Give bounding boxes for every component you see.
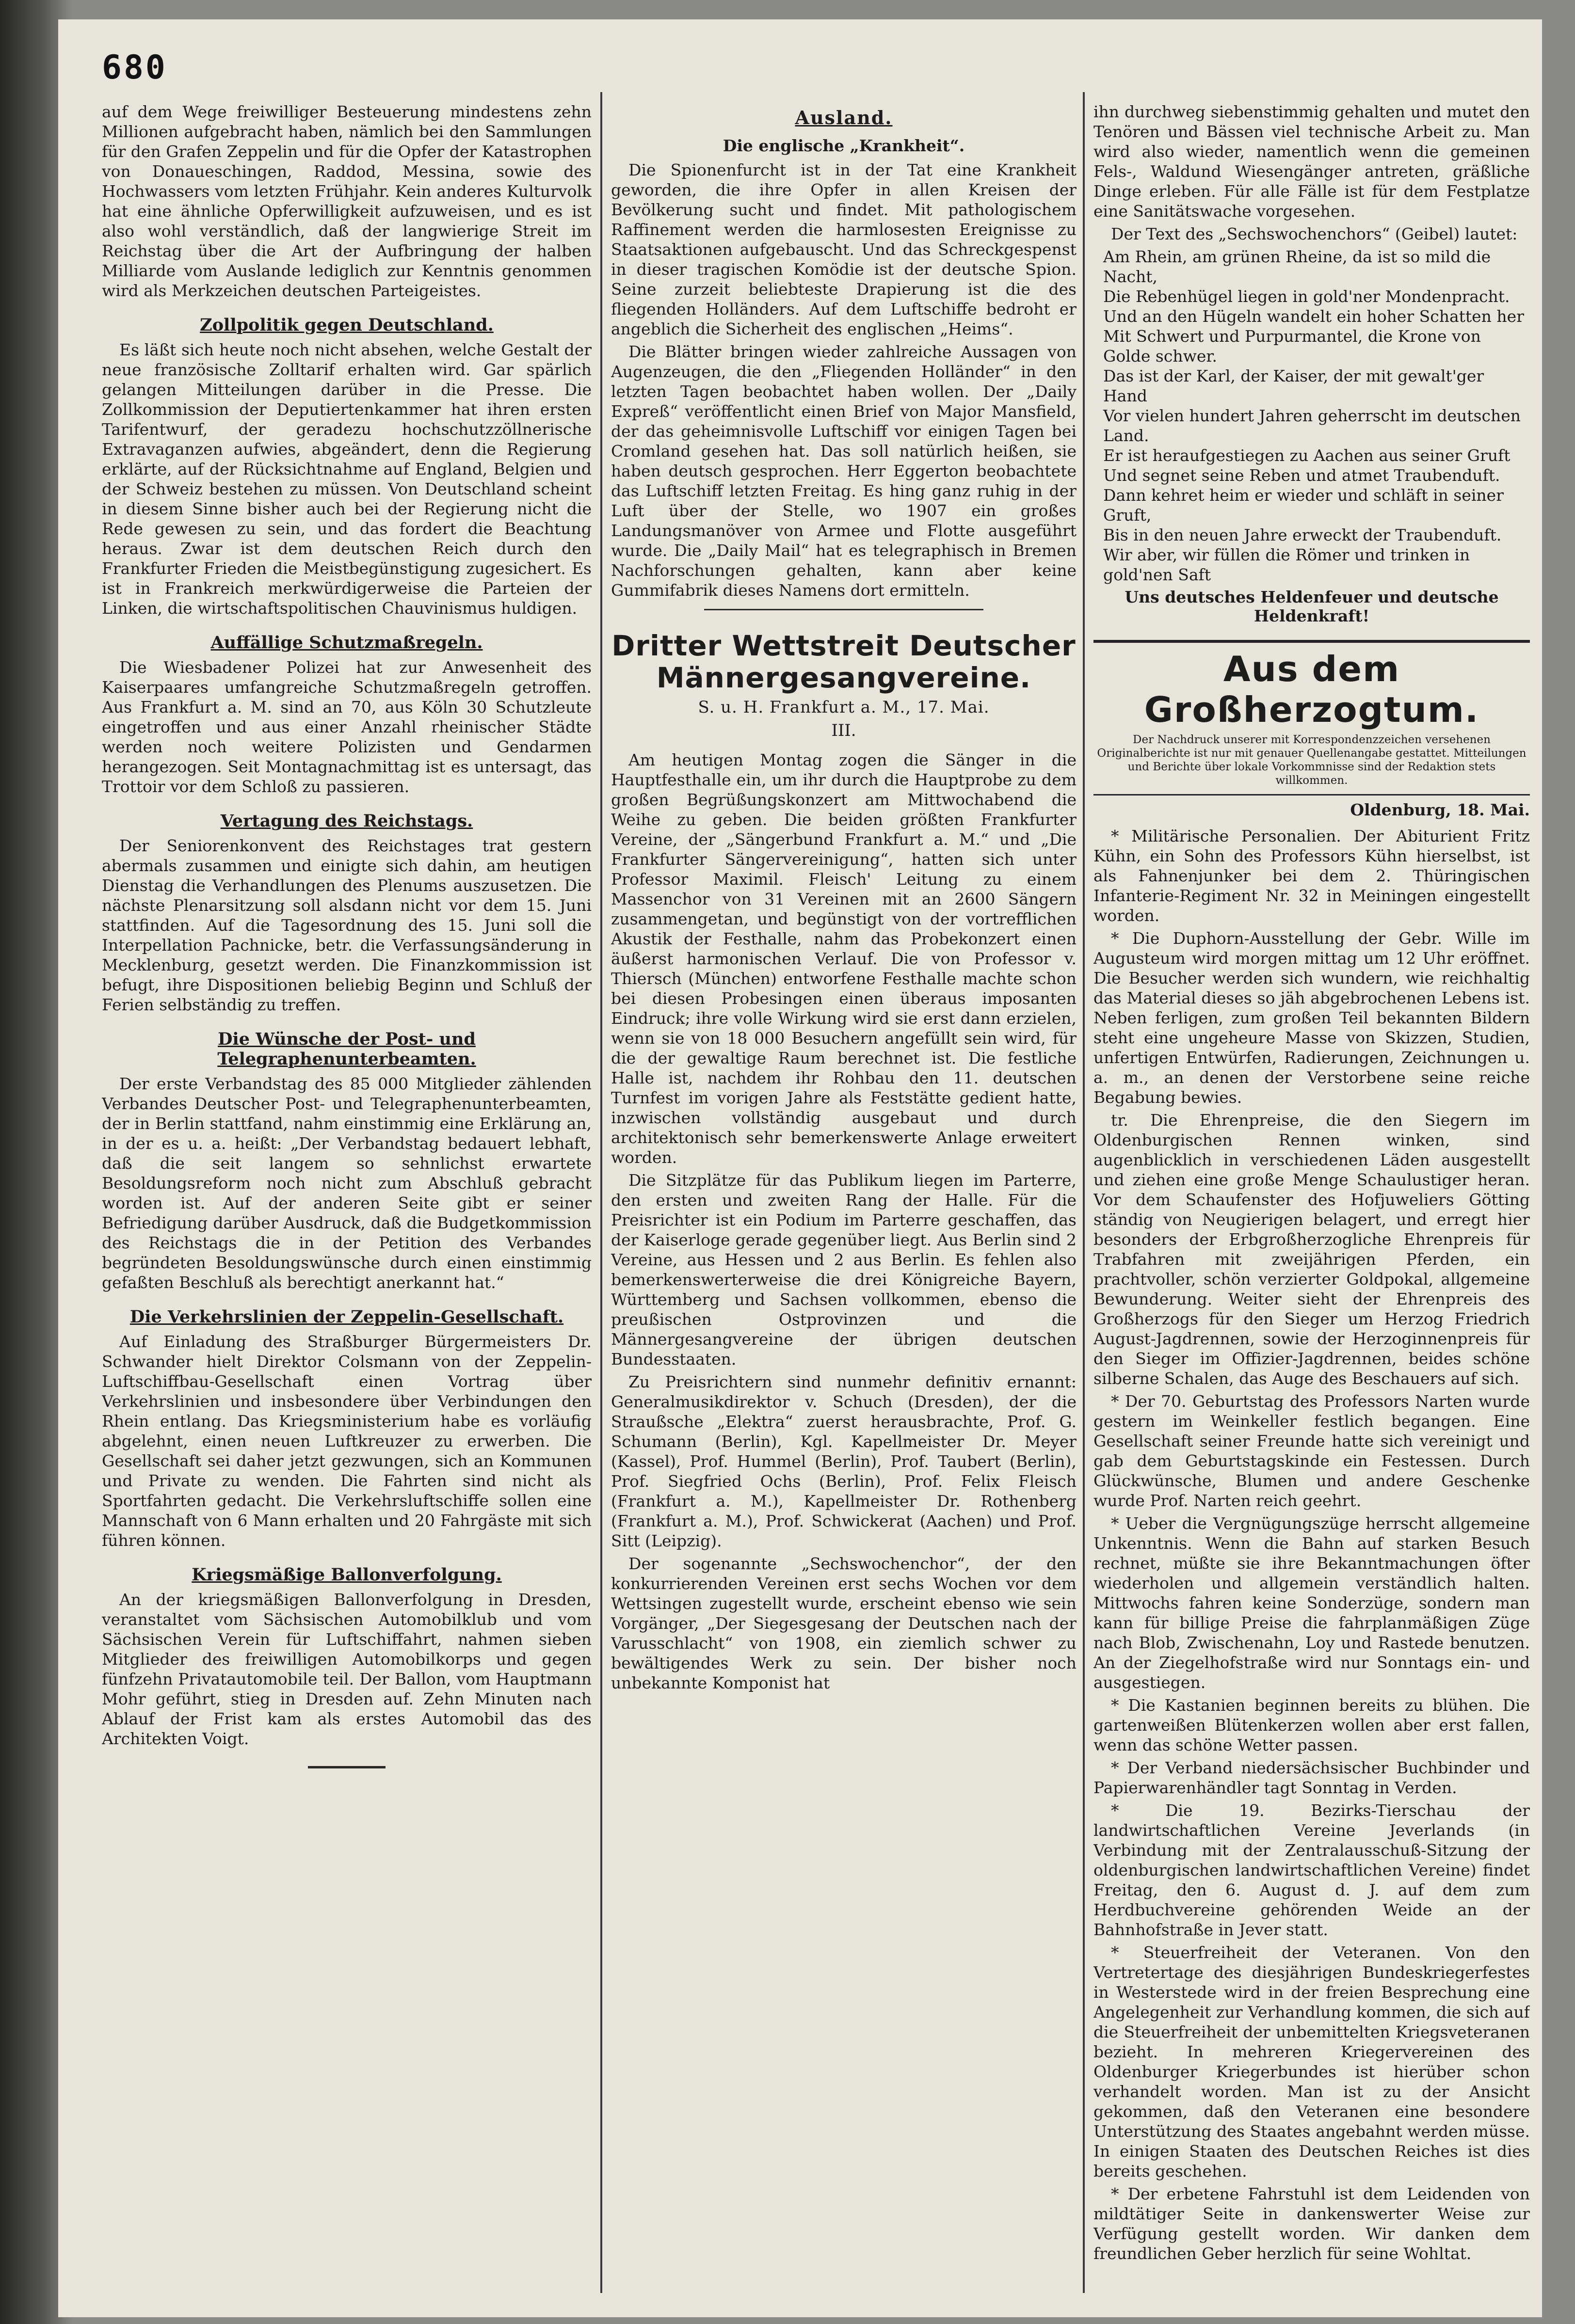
- article-divider: [704, 609, 983, 610]
- news-item-tierschau: * Die 19. Bezirks-Tierschau der landwirtschaftlichen Vereine Jeverlands (in Verbindung mit der Zentralausschuß-Sitzung der oldenburgischen landwirtschaftlichen Vereine) findet Freitag, den 6. August d. J. auf dem zum Herdbuchvereine gehörenden Weide an der Bahnhofstraße in Jever statt.: [1093, 1801, 1530, 1939]
- section-title-grossherzogtum: Aus dem Großherzogtum.: [1144, 649, 1479, 730]
- poem-line: Vor vielen hundert Jahren geherrscht im deutschen Land.: [1103, 406, 1521, 445]
- poem-line: Er ist heraufgestiegen zu Aachen aus seiner Gruft: [1103, 446, 1511, 465]
- poem-line: Mit Schwert und Purpurmantel, die Krone von Golde schwer.: [1103, 327, 1481, 366]
- poem-line: Das ist der Karl, der Kaiser, der mit gewalt'ger Hand: [1103, 366, 1484, 405]
- article-title-wettstreit: Dritter Wettstreit Deutscher Männergesangvereine.: [611, 629, 1076, 694]
- news-item-ehrenpreise: tr. Die Ehrenpreise, die den Siegern im Oldenburgischen Rennen winken, sind augenblicklich in verschiedenen Läden ausgestellt und ziehen eine große Menge Schaulustiger heran. Vor dem Schaufenster des Hofjuweliers Götting ständig von Neugierigen belagert, und erregt hier besonders der Erbgroßherzogliche Ehrenpreis für Trabfahren mit zweijährigen Pferden, ein prachtvoller, schön verzierter Goldpokal, allgemeine Bewunderung. Weiter sieht der Ehrenpreis des Großherzogs für den Sieger um Herzog Friedrich August-Jagdrennen, sowie der Herzoginnenpreis für den Sieger im Offizier-Jagdrennen, beides schöne silberne Schalen, das Auge des Beschauers auf sich.: [1093, 1111, 1530, 1388]
- wettstreit-part-number: III.: [831, 721, 856, 740]
- article-title-wuensche: Die Wünsche der Post- und Telegraphenunterbeamten.: [217, 1029, 476, 1069]
- poem-line: Wir aber, wir füllen die Römer und trinken in gold'nen Saft: [1103, 545, 1470, 584]
- news-item-vergnuegungszuege: * Ueber die Vergnügungszüge herrscht allgemeine Unkenntnis. Wenn die Bahn auf starken Besuch rechnet, müßte sie ihre Bekanntmachungen öfter wiederholen und allgemein verständlich halten. Mittwochs fahren keine Sonderzüge, sondern man kann für billige Preise die fahrplanmäßigen Züge nach Blob, Zwischenahn, Loy und Rastede benutzen. An der Ziegelhofstraße wird nur Sonntags ein- und ausgestiegen.: [1093, 1514, 1530, 1692]
- article-text-sechswochenchor: Der sogenannte „Sechswochenchor“, der den konkurrierenden Vereinen erst sechs Wochen vor dem Wettsingen zugestellt wurde, erscheint ebenso wie sein Vorgänger, „Der Siegesgesang der Deutschen nach der Varusschlacht“ von 1908, ein ziemlich schwer zu bewältigendes Werk zu sein. Der bisher noch unbekannte Komponist hat: [611, 1554, 1077, 1692]
- page-number: 680: [102, 48, 167, 87]
- article-title-verkehrslinien: Die Verkehrslinien der Zeppelin-Gesellschaft.: [129, 1307, 564, 1327]
- poem-intro: Der Text des „Sechswochenchors“ (Geibel) lautet:: [1111, 224, 1518, 243]
- poem-line: Bis in den neuen Jahre erweckt der Traubenduft.: [1103, 525, 1502, 544]
- poem-line: Und an den Hügeln wandelt ein hoher Schatten her: [1103, 307, 1524, 326]
- continuation-paragraph: ihn durchweg siebenstimmig gehalten und mutet den Tenören und Bässen viel technische Arbeit zu. Man wird also wieder, namentlich wenn die gemeinen Fels-, Waldund Wiesengänger antreten, gräßliche Dinge erleben. Für alle Fälle ist für dem Festplatze eine Sanitätswache vorgesehen.: [1093, 102, 1530, 221]
- article-text-zollpolitik: Es läßt sich heute noch nicht absehen, welche Gestalt der neue französische Zolltarif erhalten wird. Gar spärlich gelangen Mitteilungen darüber in die Presse. Die Zollkommission der Deputiertenkammer hat ihren ersten Tarifentwurf, der geradezu hochschutzzöllnerische Extravaganzen aufwies, abgeändert, denn die Regierung erklärte, auf der Rücksichtnahme auf England, Belgien und der Schweiz bestehen zu müssen. Von Deutschland scheint in diesem Sinne bisher auch bei der Regierung nicht die Rede gewesen zu sein, und das fordert die Beachtung heraus. Zwar ist dem deutschen Reich durch den Frankfurter Frieden die Meistbegünstigung zugesichert. Es ist in Frankreich merkwürdigerweise die Parteien der Linken, die wirtschaftspolitischen Chauvinismus huldigen.: [102, 340, 592, 618]
- article-text-wettstreit-2: Die Sitzplätze für das Publikum liegen im Parterre, den ersten und zweiten Rang der Halle. Für die Preisrichter ist ein Podium im Parterre geschaffen, das der Kaiserloge gerade gegenüber liegt. Aus Berlin sind 2 Vereine, aus Hessen und 2 aus Berlin. Es fehlen also bemerkenswerterweise die drei Königreiche Bayern, Württemberg und Sachsen vollkommen, ebenso die preußischen Ostprovinzen und die Männergesangvereine der übrigen deutschen Bundesstaaten.: [611, 1171, 1077, 1369]
- intro-paragraph: auf dem Wege freiwilliger Besteuerung mindestens zehn Millionen aufgebracht haben, nämlich bei den Sammlungen für den Grafen Zeppelin und für die Opfer der Katastrophen von Donaueschingen, Raddod, Messina, sowie des Hochwassers vom letzten Frühjahr. Kein anderes Kulturvolk hat eine ähnliche Opferwilligkeit aufzuweisen, und es ist also wohl verständlich, daß der langwierige Streit im Reichstag über die Art der Aufbringung der halben Milliarde vom Auslande lediglich zur Kenntnis genommen wird als Merkzeichen deutschen Parteigeistes.: [102, 102, 592, 300]
- news-item-veteranen: * Steuerfreiheit der Veteranen. Von den Vertretertage des diesjährigen Bundeskriegerfestes in Westerstede wird in der freien Besprechung eine Angelegenheit zur Verhandlung kommen, die sich auf die Steuerfreiheit der unbemittelten Kriegsveteranen bezieht. In mehreren Kriegervereinen des Oldenburger Kriegerbundes ist hierüber schon verhandelt worden. Man ist zu der Ansicht gekommen, daß den Veteranen eine besondere Unterstützung des Staates angebahnt werden müsse. In einigen Staaten des Deutschen Reiches ist dies bereits geschehen.: [1093, 1943, 1530, 2181]
- poem: [1093, 247, 1530, 585]
- news-item-duphorn: * Die Duphorn-Ausstellung der Gebr. Wille im Augusteum wird morgen mittag um 12 Uhr eröffnet. Die Besucher werden sich wundern, wie reichhaltig das Material dieses so jäh abgebrochenen Lebens ist. Neben ferligen, zum großen Teil bekannten Bildern steht eine ungeheure Masse von Skizzen, Studien, unfertigen Entwürfen, Radierungen, Zeichnungen u. a. m., an denen der Verstorbene seine reiche Begabung bewies.: [1093, 929, 1530, 1107]
- column-rule-right: [1083, 92, 1085, 2293]
- article-text-vertagung: Der Seniorenkonvent des Reichstages trat gestern abermals zusammen und einigte sich dahin, am heutigen Dienstag die Verhandlungen des Plenums auszusetzen. Die nächste Plenarsitzung soll alsdann nicht vor dem 15. Juni stattfinden. Auf die Tagesordnung des 15. Juni soll die Interpellation Pachnicke, betr. die Verfassungsänderung in Mecklenburg, gesetzt werden. Die Finanzkommission ist befugt, ihre Dispositionen beliebig Beginn und Schluß der Ferien selbständig zu treffen.: [102, 836, 592, 1014]
- article-text-krankheit-2: Die Blätter bringen wieder zahlreiche Aussagen von Augenzeugen, die den „Fliegenden Holländer“ in den letzten Tagen beobachtet haben wollen. Der „Daily Expreß“ veröffentlicht einen Brief von Major Mansfield, der das geheimnisvolle Luftschiff vor einigen Tagen bei Cromland gesehen hat. Das soll natürlich heißen, sie haben deutsch gesprochen. Herr Eggerton beobachtete das Luftschiff letzten Freitag. Es hing ganz ruhig in der Luft über der Stelle, wo 1907 ein großes Landungsmanöver von Armee und Flotte ausgeführt wurde. Die „Daily Mail“ hat es telegraphisch in Bremen Nachforschungen gehalten, kann aber keine Gummifabrik dieses Namens dort ermitteln.: [611, 342, 1077, 600]
- article-text-krankheit: Die Spionenfurcht ist in der Tat eine Krankheit geworden, die ihre Opfer in allen Kreisen der Bevölkerung sucht und findet. Mit pathologischem Raffinement werden die harmlosesten Ereignisse zu Staatsaktionen aufgebauscht. Und das Schreckgespenst in dieser tragischen Komödie ist der deutsche Spion. Seine zurzeit beliebteste Drapierung ist die des fliegenden Holländers. Auf dem Luftschiffe bedroht er angeblich die Sicherheit des englischen „Heims“.: [611, 160, 1077, 338]
- column-rule-left: [600, 92, 602, 2293]
- poem-last-line: Uns deutsches Heldenfeuer und deutsche Heldenkraft!: [1125, 588, 1499, 625]
- section-header-grossherzogtum: [1093, 640, 1530, 796]
- article-title-krankheit: Die englische „Krankheit“.: [723, 136, 965, 155]
- poem-line: Dann kehret heim er wieder und schläft in seiner Gruft,: [1103, 486, 1504, 525]
- wettstreit-dateline: S. u. H. Frankfurt a. M., 17. Mai.: [698, 698, 990, 717]
- news-item-fahrstuhl: * Der erbetene Fahrstuhl ist dem Leidenden von mildtätiger Seite in dankenswerter Weise zur Verfügung gestellt worden. Wir danken dem freundlichen Geber herzlich für seine Wohltat.: [1093, 2184, 1530, 2263]
- article-text-schutzmassregeln: Die Wiesbadener Polizei hat zur Anwesenheit des Kaiserpaares umfangreiche Schutzmaßregeln getroffen. Aus Frankfurt a. M. sind an 70, aus Köln 30 Schutzleute eingetroffen und aus einer Anzahl rheinischer Städte werden noch weitere Polizisten und Gendarmen herangezogen. Seit Montagnachmittag ist es untersagt, das Trottoir vor dem Schloß zu passieren.: [102, 658, 592, 796]
- news-item-buchbinder: * Der Verband niedersächsischer Buchbinder und Papierwarenhändler tagt Sonntag in Verden.: [1093, 1758, 1530, 1797]
- end-divider: [308, 1766, 386, 1768]
- reprint-notice: Der Nachdruck unserer mit Korrespondenzzeichen versehenen Originalberichte ist nur mit genauer Quellenangabe gestattet. Mitteilungen und Berichte über lokale Vorkommnisse sind der Redaktion stets willkommen.: [1097, 733, 1527, 787]
- poem-line: Die Rebenhügel liegen in gold'ner Mondenpracht.: [1103, 287, 1510, 306]
- article-text-verkehrslinien: Auf Einladung des Straßburger Bürgermeisters Dr. Schwander hielt Direktor Colsmann von der Zeppelin-Luftschiffbau-Gesellschaft einen Vortrag über Verkehrslinien und insbesondere über Verbindungen den Rhein entlang. Das Kriegsministerium habe es vorläufig abgelehnt, einen neuen Luftkreuzer zu erwerben. Die Gesellschaft sei daher jetzt gezwungen, sich an Kommunen und Private zu wenden. Die Fahrten sind nicht als Sportfahrten gedacht. Die Verkehrsluftschiffe sollen eine Mannschaft von 6 Mann erhalten und 20 Fahrgäste mit sich führen können.: [102, 1332, 592, 1550]
- left-column: [102, 102, 592, 2293]
- poem-line: Am Rhein, am grünen Rheine, da ist so mild die Nacht,: [1103, 247, 1491, 286]
- section-title-ausland: Ausland.: [795, 107, 893, 128]
- poem-line: Und segnet seine Reben und atmet Traubenduft.: [1103, 466, 1500, 485]
- news-item-kastanien: * Die Kastanien beginnen bereits zu blühen. Die gartenweißen Blütenkerzen wollen aber erst fallen, wenn das schöne Wetter passen.: [1093, 1696, 1530, 1754]
- right-column: [1093, 102, 1530, 2293]
- news-item-narten: * Der 70. Geburtstag des Professors Narten wurde gestern im Weinkeller festlich begangen. Eine Gesellschaft seiner Freunde hatte sich vereinigt und gab dem Geburtstagskinde ein Festessen. Durch Glückwünsche, Blumen und andere Geschenke wurde Prof. Narten reich geehrt.: [1093, 1392, 1530, 1510]
- article-text-preisrichter: Zu Preisrichtern sind nunmehr definitiv ernannt: Generalmusikdirektor v. Schuch (Dresden), der die Straußsche „Elektra“ zuerst herausbrachte, Prof. G. Schumann (Berlin), Kgl. Kapellmeister Dr. Meyer (Kassel), Prof. Hummel (Berlin), Prof. Taubert (Berlin), Prof. Siegfried Ochs (Berlin), Prof. Felix Fleisch (Frankfurt a. M.), Kapellmeister Dr. Rothenberg (Frankfurt a. M.), Prof. Schwickerat (Aachen) und Prof. Sitt (Leipzig).: [611, 1372, 1077, 1550]
- article-title-ballonverfolgung: Kriegsmäßige Ballonverfolgung.: [192, 1565, 502, 1585]
- article-title-schutzmassregeln: Auffällige Schutzmaßregeln.: [210, 633, 483, 653]
- oldenburg-dateline: Oldenburg, 18. Mai.: [1350, 800, 1530, 819]
- newspaper-page: [58, 19, 1542, 2317]
- article-text-ballonverfolgung: An der kriegsmäßigen Ballonverfolgung in Dresden, veranstaltet vom Sächsischen Automobilklub und vom Sächsischen Verein für Luftschiffahrt, nahmen sieben Mitglieder des freiwilligen Automobilkorps und gegen fünfzehn Privatautomobile teil. Der Ballon, vom Hauptmann Mohr geführt, stieg in Dresden auf. Zehn Minuten nach Ablauf der Frist kam als erstes Automobil das des Architekten Voigt.: [102, 1590, 592, 1748]
- article-title-vertagung: Vertagung des Reichstags.: [220, 811, 473, 831]
- article-text-wettstreit: Am heutigen Montag zogen die Sänger in die Hauptfesthalle ein, um ihr durch die Hauptprobe zu dem großen Begrüßungskonzert am Mittwochabend die Weihe zu geben. Die beiden größten Frankfurter Vereine, der „Sängerbund Frankfurt a. M.“ und „Die Frankfurter Sängervereinigung“, hatten sich unter Professor Maximil. Fleisch' Leitung zu einem Massenchor von 31 Vereinen mit an 2600 Sängern zusammengetan, und begünstigt von der vortrefflichen Akustik der Festhalle, nahm das Probekonzert einen äußerst harmonischen Verlauf. Die von Professor v. Thiersch (München) entworfene Festhalle machte schon bei diesen Probesingen einen überaus imposanten Eindruck; ihre volle Wirkung wird sie erst dann erzielen, wenn sie von 18 000 Besuchern angefüllt sein wird, für die der gewaltige Raum berechnet ist. Die festliche Halle ist, nachdem ihr Rohbau den 11. deutschen Turnfest im vorigen Jahre als Feststätte gedient hatte, inzwischen vollständig ausgebaut und durch architektonisch sehr bemerkenswerte Anlage erweitert worden.: [611, 750, 1077, 1167]
- article-title-zollpolitik: Zollpolitik gegen Deutschland.: [200, 315, 494, 335]
- article-text-wuensche: Der erste Verbandstag des 85 000 Mitglieder zählenden Verbandes Deutscher Post- und Telegraphenunterbeamten, der in Berlin stattfand, nahm einstimmig eine Erklärung an, in der es u. a. heißt: „Der Verbandstag bedauert lebhaft, daß die seit langem so sehnlichst erwartete Besoldungsreform noch nicht zum Abschluß gebracht worden ist. Auf der anderen Seite gibt er seiner Befriedigung darüber Ausdruck, daß die Budgetkommission des Reichstags die in der Petition des Verbandes begründeten Besoldungswünsche durch einen einstimmig gefaßten Beschluß als berechtigt anerkannt hat.“: [102, 1074, 592, 1292]
- middle-column: [611, 102, 1077, 2293]
- news-item-personalien: * Militärische Personalien. Der Abiturient Fritz Kühn, ein Sohn des Professors Kühn hierselbst, ist als Fahnenjunker bei dem 2. Thüringischen Infanterie-Regiment Nr. 32 in Meiningen eingestellt worden.: [1093, 827, 1530, 925]
